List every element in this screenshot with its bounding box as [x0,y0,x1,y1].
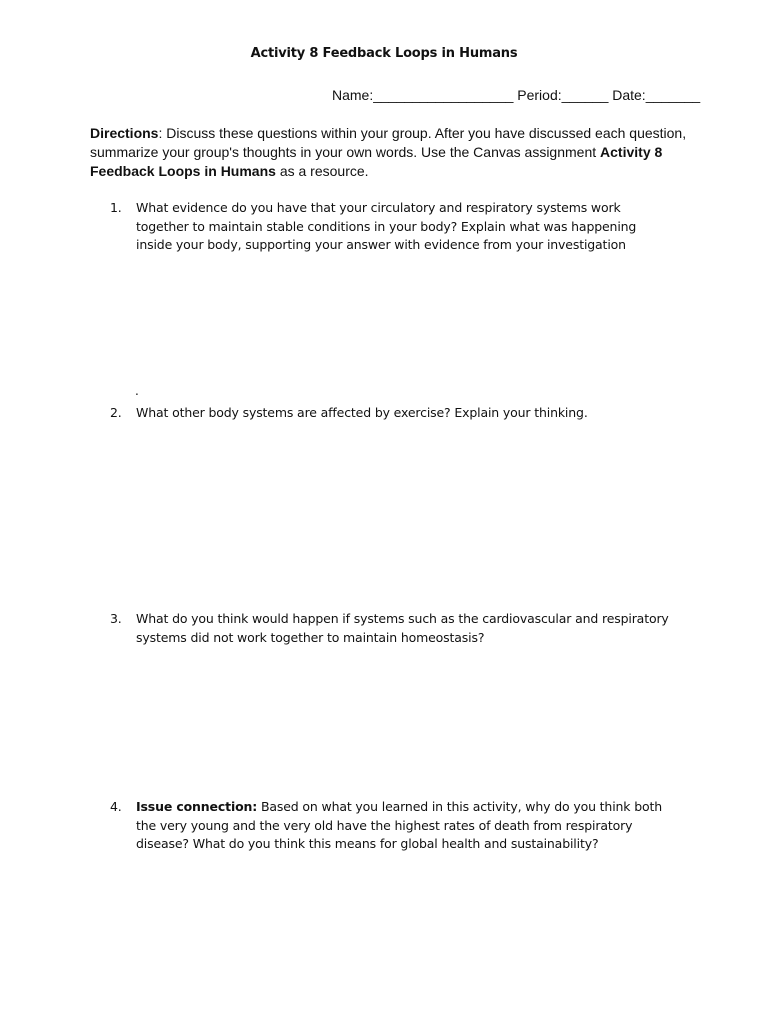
question-lead: Issue connection: [136,799,258,814]
directions-paragraph [90,124,690,181]
question-4 [110,798,670,854]
directions-text: : Discuss these questions within your group. After you have discussed each question, summarize your group's thoughts in your own words. Use the Canvas assignment [90,125,687,160]
question-number: 3. [110,611,122,626]
stray-mark: . [135,384,139,398]
question-1 [110,199,670,255]
question-text: What do you think would happen if systems such as the cardiovascular and respiratory systems did not work together to maintain homeostasis? [136,611,669,645]
question-3 [110,610,670,647]
directions-text-end: as a resource. [275,163,369,179]
assignment-name: Activity 8 Feedback Loops in Humans [90,144,663,179]
name-period-date-fields: Name:__________________ Period:______ Date:_______ [332,87,701,103]
directions-label: Directions [90,125,159,141]
question-number: 2. [110,405,122,420]
question-text: What other body systems are affected by exercise? Explain your thinking. [136,405,588,420]
page-title: Activity 8 Feedback Loops in Humans [250,46,518,61]
question-2 [110,404,670,423]
question-number: 1. [110,200,122,215]
question-number: 4. [110,799,122,814]
question-text: Based on what you learned in this activity, why do you think both the very young and the very old have the highest rates of death from respiratory disease? What do you think this means for global health and sustainability? [136,799,663,851]
question-body [136,798,670,854]
question-text: What evidence do you have that your circulatory and respiratory systems work together to maintain stable conditions in your body? Explain what was happening inside your body, supporting your answer with evidence from your investigation [136,200,637,252]
